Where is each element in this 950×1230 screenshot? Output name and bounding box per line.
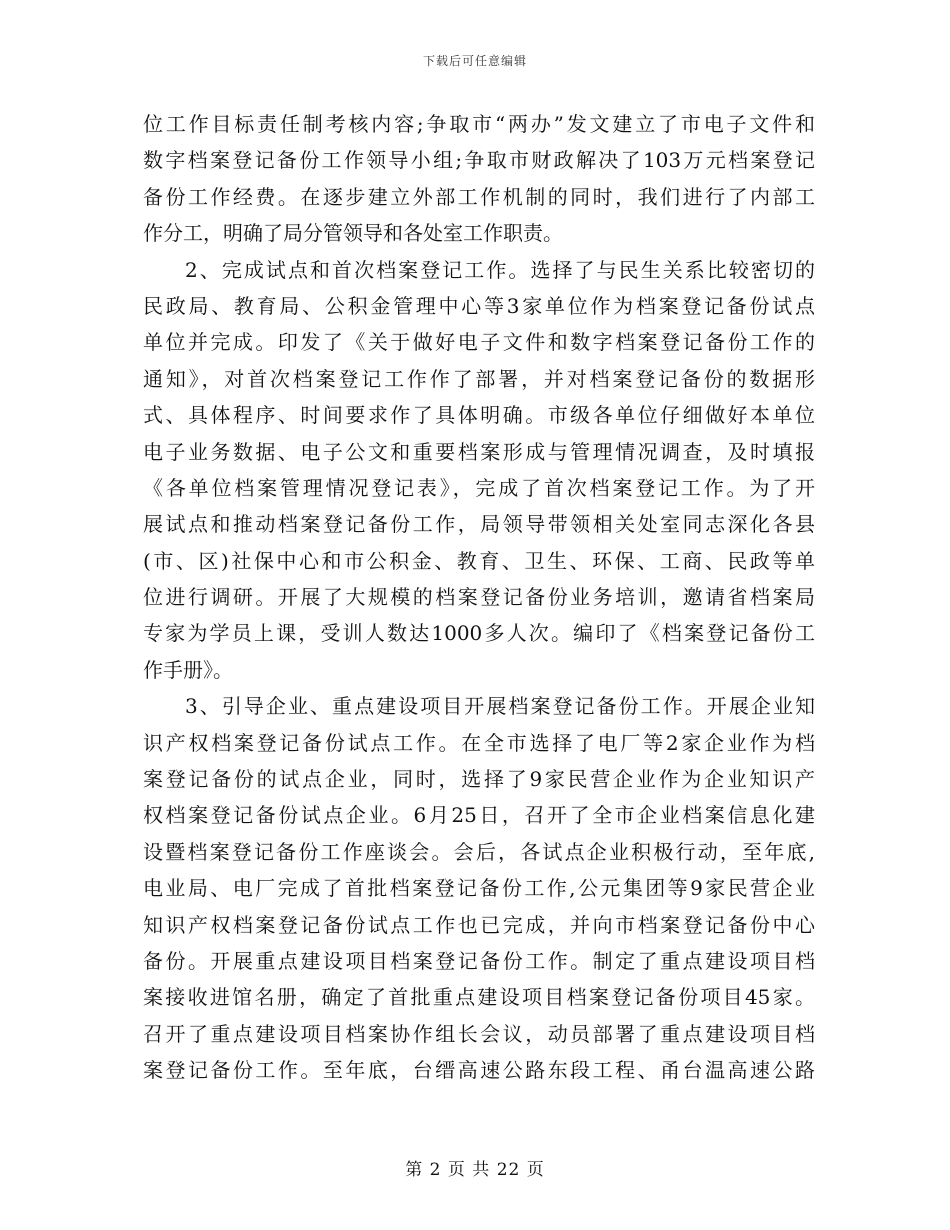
paragraph-start-line: 3、引导企业、重点建设项目开展档案登记备份工作。开展企业知 — [185, 694, 815, 719]
body-line: 作手册》。 — [143, 657, 233, 682]
body-line: 识产权档案登记备份试点工作。在全市选择了电厂等2家企业作为档 — [143, 730, 815, 755]
body-line: 备份工作经费。在逐步建立外部工作机制的同时，我们进行了内部工 — [143, 184, 815, 209]
body-line: 位进行调研。开展了大规模的档案登记备份业务培训，邀请省档案局 — [143, 585, 815, 610]
body-line: 通知》，对首次档案登记工作作了部署，并对档案登记备份的数据形 — [143, 366, 815, 391]
body-line: 备份。开展重点建设项目档案登记备份工作。制定了重点建设项目档 — [143, 948, 815, 973]
body-line: 位工作目标责任制考核内容;争取市“两办”发文建立了市电子文件和 — [143, 112, 815, 136]
body-line: 知识产权档案登记备份试点工作也已完成，并向市档案登记备份中心 — [143, 912, 815, 937]
body-line: 电子业务数据、电子公文和重要档案形成与管理情况调查，及时填报 — [143, 439, 815, 464]
body-line: 《各单位档案管理情况登记表》，完成了首次档案登记工作。为了开 — [143, 475, 815, 500]
body-line: 数字档案登记备份工作领导小组;争取市财政解决了103万元档案登记 — [143, 148, 815, 173]
body-line: 召开了重点建设项目档案协作组长会议，动员部署了重点建设项目档 — [143, 1021, 815, 1046]
body-line: 作分工，明确了局分管领导和各处室工作职责。 — [143, 221, 563, 246]
body-line: 案接收进馆名册，确定了首批重点建设项目档案登记备份项目45家。 — [143, 985, 815, 1010]
body-line: 设暨档案登记备份工作座谈会。会后，各试点企业积极行动，至年底, — [143, 839, 815, 864]
body-line: 单位并完成。印发了《关于做好电子文件和数字档案登记备份工作的 — [143, 330, 815, 355]
page-header: 下载后可任意编辑 — [422, 54, 527, 68]
body-line: 民政局、教育局、公积金管理中心等3家单位作为档案登记备份试点 — [143, 293, 815, 318]
body-line: 展试点和推动档案登记备份工作，局领导带领相关处室同志深化各县 — [143, 512, 815, 537]
document-body — [143, 106, 815, 1089]
body-line: (市、区)社保中心和市公积金、教育、卫生、环保、工商、民政等单 — [143, 548, 815, 573]
body-line: 权档案登记备份试点企业。6月25日，召开了全市企业档案信息化建 — [143, 803, 815, 828]
body-line: 式、具体程序、时间要求作了具体明确。市级各单位仔细做好本单位 — [143, 403, 815, 428]
body-line: 案登记备份工作。至年底，台缙高速公路东段工程、甬台温高速公路 — [143, 1058, 815, 1083]
page-number-footer: 第 2 页 共 22 页 — [405, 1160, 545, 1180]
paragraph-start-line: 2、完成试点和首次档案登记工作。选择了与民生关系比较密切的 — [185, 257, 815, 282]
body-line: 案登记备份的试点企业，同时，选择了9家民营企业作为企业知识产 — [143, 767, 815, 792]
body-line: 专家为学员上课，受训人数达1000多人次。编印了《档案登记备份工 — [143, 621, 815, 646]
body-line: 电业局、电厂完成了首批档案登记备份工作,公元集团等9家民营企业 — [143, 876, 815, 901]
